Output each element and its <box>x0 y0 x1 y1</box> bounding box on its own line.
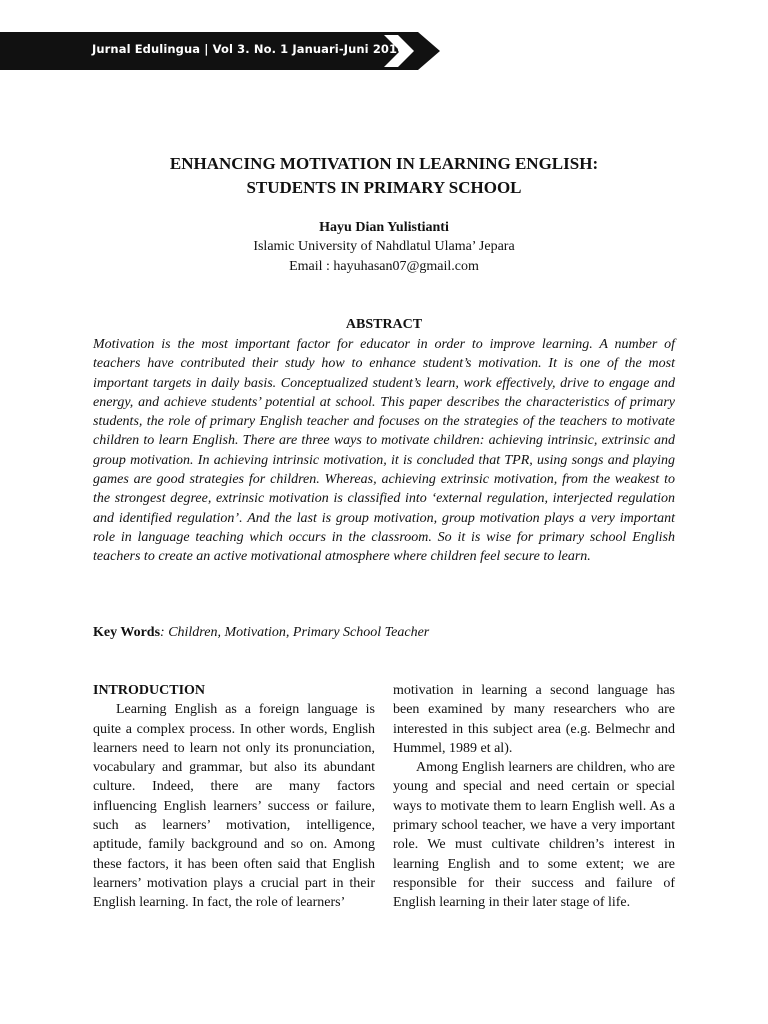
author-affiliation: Islamic University of Nahdlatul Ulama’ Jepara <box>253 239 515 254</box>
keywords-label: Key Words <box>93 625 161 640</box>
section-heading-introduction: INTRODUCTION <box>93 683 206 698</box>
abstract-text: Motivation is the most important factor for educator in order to improve learning. A number of teachers have contributed their study how to enhance student’s motivation. It is one of the most important targets in daily basis. Conceptualized student’s learn, work effectively, drive to engage and energy, and achieve students’ potential at school. This paper describes the characteristics of primary students, the role of primary English teacher and focuses on the strategies of the teachers to motivate children to learn English. There are three ways to motivate children: achieving intrinsic, extrinsic and group motivation. In achieving intrinsic motivation, it is concluded that TPR, using songs and playing games are good strategies for children. Whereas, achieving extrinsic motivation, from the weakest to the strongest degree, extrinsic motivation is classified into ‘external regulation, interjected regulation and identified regulation’. And the last is group motivation, group motivation plays a very important role in language teaching which occurs in the classroom. So it is wise for primary school English teachers to create an active motivational atmosphere where children feel secure to learn. <box>93 337 675 565</box>
intro-paragraph-continued: motivation in learning a second language has been examined by many researchers who are interested in this subject area (e.g. Belmechr and Hummel, 1989 et al). <box>393 683 675 756</box>
abstract-heading: ABSTRACT <box>345 317 423 332</box>
author-email: Email : hayuhasan07@gmail.com <box>289 259 479 274</box>
intro-paragraph-2: Among English learners are children, who are young and special and need certain or special ways to motivate them to learn English well. As a primary school teacher, we have a very important role. We must cultivate children’s interest in learning English and to some extent; we are responsible for their success and failure of English learning in their later stage of life. <box>393 760 675 911</box>
keywords-line <box>93 625 429 641</box>
keywords-text: : Children, Motivation, Primary School Teacher <box>160 625 430 640</box>
title-line-2: STUDENTS IN PRIMARY SCHOOL <box>246 178 522 197</box>
left-column <box>93 681 375 913</box>
journal-info: Jurnal Edulingua | Vol 3. No. 1 Januari-Juni 2016 <box>92 42 406 56</box>
title-line-1: ENHANCING MOTIVATION IN LEARNING ENGLISH: <box>169 154 599 173</box>
author-name: Hayu Dian Yulistianti <box>319 220 449 235</box>
intro-paragraph-1: Learning English as a foreign language is quite a complex process. In other words, English learners need to learn not only its pronunciation, vocabulary and grammar, but also its abundant culture. Indeed, there are many factors influencing English learners’ success or failure, such as learners’ motivation, intelligence, aptitude, family background and so on. Among these factors, it has been often said that English learners’ motivation plays a crucial part in their English learning. In fact, the role of learners’ <box>93 702 375 911</box>
right-column <box>393 681 675 913</box>
paper-title <box>0 152 768 200</box>
journal-banner <box>0 32 440 70</box>
